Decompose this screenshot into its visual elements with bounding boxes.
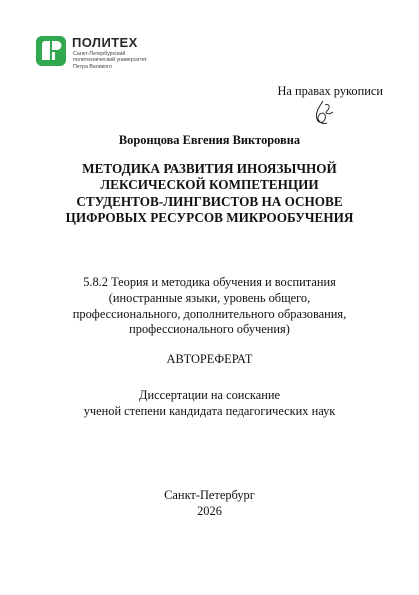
author-name: Воронцова Евгения Викторовна — [118, 133, 301, 147]
specialty-line: профессионального, дополнительного образования, — [72, 306, 347, 321]
degree-line: Диссертации на соискание — [139, 388, 280, 402]
title-line: МЕТОДИКА РАЗВИТИЯ ИНОЯЗЫЧНОЙ — [82, 161, 337, 176]
title-line: СТУДЕНТОВ-ЛИНГВИСТОВ НА ОСНОВЕ — [76, 193, 343, 209]
specialty-line: профессионального обучения) — [129, 322, 290, 337]
city-year-block — [0, 487, 419, 519]
degree-block — [30, 388, 389, 420]
year: 2026 — [197, 504, 222, 518]
specialty-block — [30, 275, 389, 338]
specialty-line: (иностранные языки, уровень общего, — [108, 290, 311, 305]
rights-note: На правах рукописи — [277, 84, 383, 98]
logo-subtitle-line: политехнический университет — [73, 57, 147, 64]
title-line: ЛЕКСИЧЕСКОЙ КОМПЕТЕНЦИИ — [100, 177, 319, 193]
polytech-logo-icon — [36, 36, 66, 66]
logo-subtitle — [73, 51, 147, 70]
logo-subtitle-line: Петра Великого — [73, 63, 112, 70]
logo-subtitle-line: Санкт-Петербургский — [73, 51, 126, 57]
logo-name: ПОЛИТЕХ — [72, 35, 138, 50]
specialty-line: 5.8.2 Теория и методика обучения и воспитания — [83, 275, 336, 289]
city: Санкт-Петербург — [164, 488, 255, 502]
dissertation-title — [40, 161, 379, 227]
university-logo — [36, 33, 196, 73]
degree-line: ученой степени кандидата педагогических наук — [83, 403, 336, 418]
handwritten-signature — [309, 99, 339, 127]
title-line: ЦИФРОВЫХ РЕСУРСОВ МИКРООБУЧЕНИЯ — [65, 210, 354, 226]
document-type: АВТОРЕФЕРАТ — [166, 352, 253, 366]
